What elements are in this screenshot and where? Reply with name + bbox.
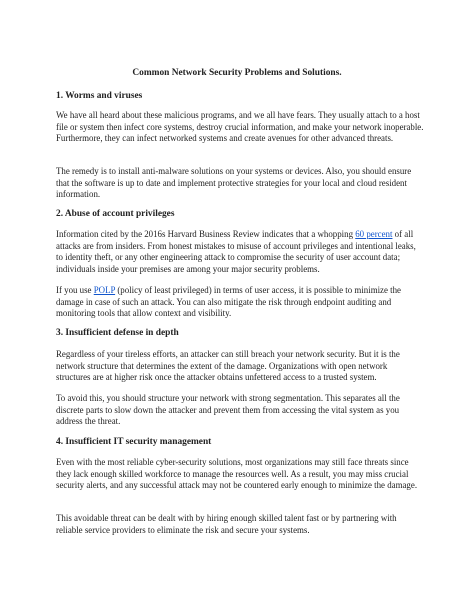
- paragraph-defense-2: To avoid this, you should structure your network with strong segmentation. This separates all the discrete parts to slow down the attacker and prevent them from accessing the vital system as you address the threat.: [56, 393, 400, 427]
- sixty-percent-link[interactable]: 60 percent: [355, 229, 393, 239]
- paragraph-it-management-1: Even with the most reliable cyber-security solutions, most organizations may still face threats since they lack enough skilled workforce to manage the resources well. As a result, you may miss crucial security alerts, and any successful attack may not be countered early enough to minimize the damage.: [56, 457, 418, 491]
- polp-link[interactable]: POLP: [93, 285, 116, 295]
- document-title: Common Network Security Problems and Solutions.: [132, 68, 342, 78]
- paragraph-privileges-1: Information cited by the 2016s Harvard Business Review indicates that a whopping 60 percent of all attacks are from insiders. From honest mistakes to misuse of account privileges and intentional leaks, to identity theft, or any other engineering attack to compromise the security of user account data; individuals inside your premises are among your major security problems.: [56, 229, 416, 274]
- section-heading-privileges: 2. Abuse of account privileges: [56, 209, 175, 219]
- paragraph-privileges-2: If you use POLP (policy of least privileged) in terms of user access, it is possible to minimize the damage in case of such an attack. You can also mitigate the risk through endpoint auditing and monitoring tools that allow context and visibility.: [56, 285, 401, 319]
- section-heading-it-management: 4. Insufficient IT security management: [56, 437, 212, 447]
- section-heading-worms: 1. Worms and viruses: [56, 91, 143, 101]
- paragraph-it-management-2: This avoidable threat can be dealt with by hiring enough skilled talent fast or by partnering with reliable service providers to eliminate the risk and secure your systems.: [56, 513, 397, 535]
- paragraph-worms-1: We have all heard about these malicious programs, and we all have fears. They usually attach to a host file or system then infect core systems, destroy crucial information, and make your network inoperable. Furthermore, they can infect networked systems and create avenues for other advanced threats.: [56, 110, 424, 144]
- paragraph-defense-1: Regardless of your tireless efforts, an attacker can still breach your network security. But it is the network structure that determines the extent of the damage. Organizations with open network structures are at higher risk once the attacker obtains unfettered access to a trusted system.: [56, 349, 400, 383]
- section-heading-defense: 3. Insufficient defense in depth: [56, 328, 179, 338]
- paragraph-worms-2: The remedy is to install anti-malware solutions on your systems or devices. Also, you should ensure that the software is up to date and implement protective strategies for your local and cloud resident information.: [56, 166, 412, 200]
